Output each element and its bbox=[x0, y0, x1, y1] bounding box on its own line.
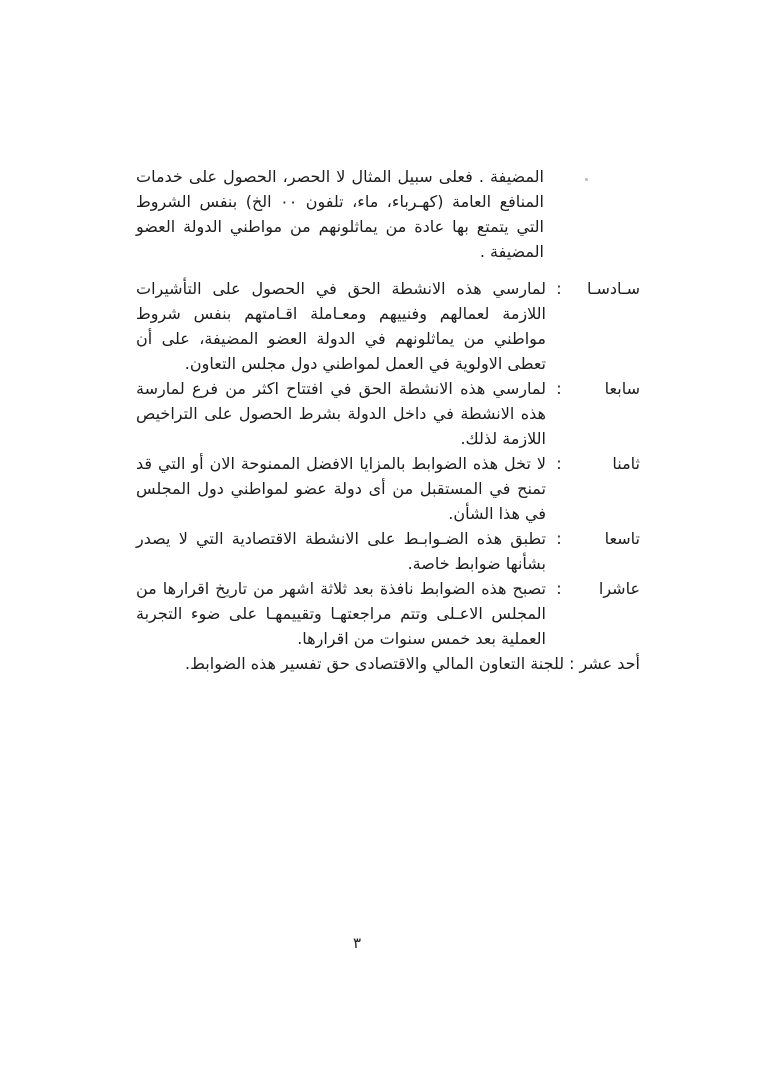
clause-eleventh-label: أحد عشر bbox=[579, 654, 640, 673]
clause-seventh bbox=[136, 376, 640, 451]
clause-tenth-label: عاشرا bbox=[598, 579, 640, 598]
clause-eighth-label: ثامنا bbox=[612, 454, 640, 473]
document-text-block bbox=[136, 164, 640, 676]
clause-sixth-separator: : bbox=[556, 279, 562, 298]
clause-ninth-label: تاسعا bbox=[604, 529, 640, 548]
clause-sixth bbox=[136, 276, 640, 376]
clause-tenth-separator: : bbox=[556, 579, 562, 598]
clause-eighth bbox=[136, 451, 640, 526]
clause-ninth-text: تطبق هذه الضـوابـط على الانشطة الاقتصادية التي لا يصدر بشأنها ضوابط خاصة. bbox=[136, 529, 546, 573]
clause-eighth-text: لا تخل هذه الضوابط بالمزايا الافضل الممنوحة الان أو التي قد تمنح في المستقبل من أى دولة عضو لمواطني دول المجلس في هذا الشأن. bbox=[136, 454, 546, 523]
page-number: ٣ bbox=[352, 934, 362, 952]
clause-ninth bbox=[136, 526, 640, 576]
clause-sixth-text: لمارسي هذه الانشطة الحق في الحصول على التأشيرات اللازمة لعمالهم وفنييهم ومعـاملة اقـامتهم بنفس شروط مواطني من يماثلونهم في الدولة العضو المضيفة، على أن تعطى الاولوية في العمل لمواطني دول مجلس التعاون. bbox=[136, 279, 546, 373]
clause-seventh-text: لمارسي هذه الانشطة الحق في افتتاح اكثر من فرع لمارسة هذه الانشطة في داخل الدولة بشرط الحصول على التراخيص اللازمة لذلك. bbox=[136, 379, 546, 448]
clause-tenth bbox=[136, 576, 640, 651]
clause-eleventh-text: للجنة التعاون المالي والاقتصادى حق تفسير هذه الضوابط. bbox=[185, 654, 565, 673]
clause-sixth-label: سـادسـا bbox=[586, 279, 640, 298]
clause-tenth-text: تصبح هذه الضوابط نافذة بعد ثلاثة اشهر من تاريخ اقرارها من المجلس الاعـلى وتتم مراجعتهـا وتقييمهـا على ضوء التجربة العملية بعد خمس سنوات من اقرارها. bbox=[136, 579, 546, 648]
clause-ninth-separator: : bbox=[556, 529, 562, 548]
clause-seventh-label: سابعا bbox=[604, 379, 640, 398]
clause-eighth-separator: : bbox=[556, 454, 562, 473]
clause-eleventh-separator: : bbox=[569, 654, 575, 673]
clause-eleventh bbox=[136, 651, 640, 676]
clause-seventh-separator: : bbox=[556, 379, 562, 398]
continuation-paragraph: المضيفة . فعلى سبيل المثال لا الحصر، الحصول على خدمات المنافع العامة (كهـرباء، ماء، تلفون ٠٠ الخ) بنفس الشروط التي يتمتع بها عادة من يماثلونهم من مواطني الدولة العضو المضيفة . bbox=[136, 167, 544, 261]
